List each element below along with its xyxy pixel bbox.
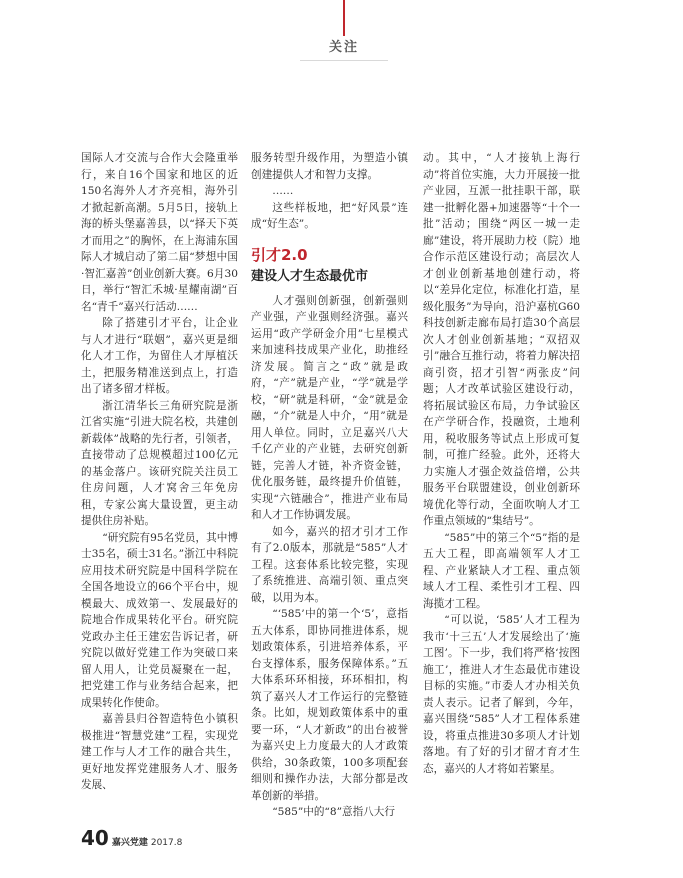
column-1-paragraph: “研究院有95名党员，其中博士35名，硕士31名。”浙江中科院应用技术研究院是中国科学院在全国各地设立的66个平台中，规模最大、成效第一、发展最好的院地合作成果转化平台。研究院党政办主任王建宏告诉记者，研究院以做好党建工作为突破口来留人用人，让党员凝聚在一起，把党建工作与业务结合起来，把成果转化作使命。 [81, 531, 238, 709]
column-2-ellipsis: …… [272, 185, 294, 197]
section-kicker: 引才2.0 [251, 245, 308, 264]
column-2-paragraph: “585”中的“8”意指八大行 [272, 806, 395, 818]
column-3 [423, 150, 580, 777]
header-divider [300, 60, 388, 61]
column-1-paragraph: 嘉善县归谷智造特色小镇积极推进“智慧党建”工程，实现党建工作与人才工作的融合共生，更好地发挥党建服务人才、服务发展、 [81, 713, 238, 791]
page-number: 40 [81, 826, 109, 850]
column-2-paragraph: 人才强则创新强，创新强则产业强，产业强则经济强。嘉兴运用“政产学研金介用”七星模式来加速科技成果产业化，助推经济发展。简言之“政”就是政府，“产”就是产业，“学”就是学校，“研”就是科研，“金”就是金融，“介”就是人中介，“用”就是用人单位。同时，立足嘉兴八大千亿产业的产业链，去研究创新链，完善人才链，补齐资金链，优化服务链，最终提升价值链，实现“六链融合”，推进产业布局和人才工作协调发展。 [251, 294, 408, 521]
column-2 [251, 150, 408, 821]
page-footer [81, 826, 182, 856]
section-heading [251, 245, 408, 287]
column-1-paragraph: 除了搭建引才平台，让企业与人才进行“联姻”，嘉兴更是细化人才工作，为留住人才厚植沃土，把服务精准送到点上，打造出了诸多留才样板。 [81, 317, 238, 395]
section-title: 建设人才生态最优市 [251, 268, 369, 284]
issue-date: 2017.8 [150, 838, 183, 848]
column-3-paragraph: “可以说，‘585’人才工程为我市‘十三五’人才发展绘出了‘施工图’。下一步，我们将严格‘按图施工’，推进人才生态最优市建设目标的实施。”市委人才办相关负责人表示。记者了解到，今年，嘉兴围绕“585”人才工程体系建设，将重点推进30多项人才计划落地。有了好的引才留才育才生态，嘉兴的人才将如若繁星。 [423, 614, 580, 775]
column-1-paragraph: 浙江清华长三角研究院是浙江省实施“引进大院名校，共建创新载体”战略的先行者，引领者，直接带动了总规模超过100亿元的基金落户。该研究院关注员工住房问题，人才窝舍三年免房租，专家公寓大量设置，更主动提供住房补贴。 [81, 399, 238, 527]
column-3-paragraph: 动。其中，“人才接轨上海行动”将首位实施，大力开展接一批产业园，互派一批挂职干部，联建一批孵化器+加速器等“十个一批”活动；围绕“两区一城一走廊”建设，将开展助力校（院）地合作示范区建设行动；高层次人才创业创新基地创建行动，将以“差异化定位，标准化打造，星级化服务”为导向，沿沪嘉杭G60科技创新走廊布局打造30个高层次人才创业创新基地；“双招双引”融合互推行动，将着力解决招商引资，招才引智“两张皮”问题；人才改革试验区建设行动，将拓展试验区布局，力争试验区在产学研合作，投融资，土地利用，税收服务等试点上形成可复制，可推广经验。此外，还将大力实施人才强企效益倍增，公共服务平台联盟建设，创业创新环境优化等行动，全面吹响人才工作重点领域的“集结号”。 [423, 152, 580, 527]
section-label: 关注 [328, 40, 359, 55]
column-2-paragraph: 如今，嘉兴的招才引才工作有了2.0版本，那就是“585”人才工程。这套体系比较完整，实现了系统推进、高端引领、重点突破，以用为本。 [251, 525, 408, 604]
column-1-paragraph: 国际人才交流与合作大会隆重举行，来自16个国家和地区的近150名海外人才齐亮相，海外引才掀起新高潮。5月5日，接轨上海的桥头堡嘉善县，以“择天下英才而用之”的胸怀，在上海浦东国际人才城启动了第二届“梦想中国·智汇嘉善”创业创新大赛。6月30日，举行“智汇禾城·星耀南湖”百名“青千”嘉兴行活动…… [81, 152, 238, 313]
header-accent-line [343, 0, 345, 36]
column-3-paragraph: “585”中的第三个“5”指的是五大工程，即高端领军人才工程、产业紧缺人才工程、重点领域人才工程、柔性引才工程、四海揽才工程。 [423, 531, 580, 610]
column-1 [81, 150, 238, 794]
magazine-name: 嘉兴党建 [111, 838, 148, 848]
column-2-paragraph: 这些样板地，把“好风景”连成“好生态”。 [251, 201, 408, 230]
column-2-paragraph: 服务转型升级作用，为塑造小镇创建提供人才和智力支撑。 [251, 152, 408, 181]
column-2-paragraph: “‘585’中的第一个‘5’，意指五大体系，即协同推进体系，规划政策体系，引进培养体系，平台支撑体系，服务保障体系。”五大体系环环相接，环环相扣，构筑了嘉兴人才工作运行的完整链条。比如，规划政策体系中的重要一环，“人才新政”的出台被誉为嘉兴史上力度最大的人才政策供给，30条政策，100多项配套细则和操作办法，大部分都是改革创新的举措。 [251, 608, 408, 802]
